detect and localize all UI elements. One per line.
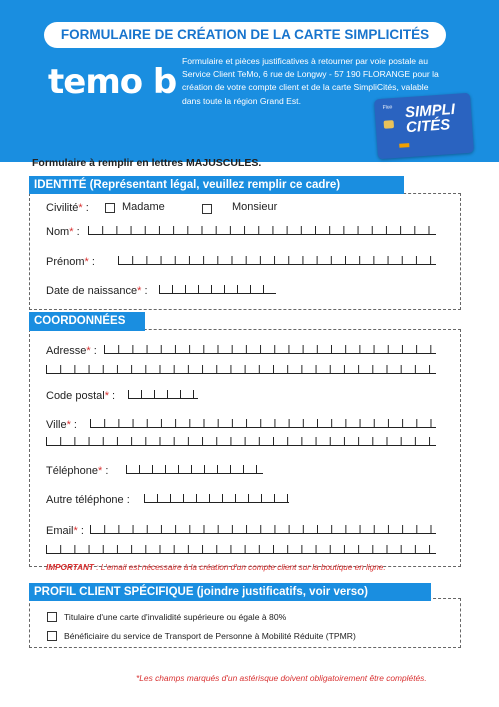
card-chip-icon [384,120,395,129]
tpmr-label: Bénéficiaire du service de Transport de Personne à Mobilité Réduite (TPMR) [64,631,356,641]
madame-checkbox[interactable] [105,203,115,213]
adresse-field-line-2[interactable] [46,365,436,374]
madame-label: Madame [122,201,165,213]
coordonnees-heading: COORDONNÉES [29,312,145,331]
ville-label: Ville* : [46,419,77,431]
email-important-note: IMPORTANT : L'email est nécessaire à la création d'un compte client sur la boutique en ligne. [46,563,386,572]
card-brand-logo: Fluo [382,104,393,111]
intro-text: Formulaire et pièces justificatives à retourner par voie postale au Service Client TeMo, 6 rue de Longwy - 57 190 FLORANGE pour la création de votre compte client et de la carte SimpliCités, valable dans toute la région Grand Est. [182,56,439,106]
autre-telephone-label: Autre téléphone : [46,494,130,506]
card-stripe [399,143,409,148]
naissance-label: Date de naissance* : [46,285,148,297]
monsieur-checkbox[interactable] [202,204,212,214]
prenom-field[interactable] [118,256,436,265]
uppercase-instruction: Formulaire à remplir en lettres MAJUSCULES. [32,157,262,169]
email-label: Email* : [46,525,84,537]
tpmr-checkbox[interactable] [47,631,57,641]
identite-heading: IDENTITÉ (Représentant légal, veuillez remplir ce cadre) [29,176,404,194]
prenom-label: Prénom* : [46,256,95,268]
profil-heading: PROFIL CLIENT SPÉCIFIQUE (joindre justificatifs, voir verso) [29,583,431,601]
invalidite-label: Titulaire d'une carte d'invalidité supérieure ou égale à 80% [64,612,287,622]
email-field-line-2[interactable] [46,545,436,554]
adresse-field-line-1[interactable] [104,345,436,354]
ville-field-line-2[interactable] [46,437,436,446]
form-title: FORMULAIRE DE CRÉATION DE LA CARTE SIMPLICITÉS [60,27,430,42]
invalidite-checkbox[interactable] [47,612,57,622]
ville-field-line-1[interactable] [90,419,436,428]
code-postal-field[interactable] [128,390,198,399]
autre-telephone-field[interactable] [144,494,289,503]
simplicites-card-image [374,93,474,160]
monsieur-label: Monsieur [232,201,278,213]
adresse-label: Adresse* : [46,345,97,357]
card-label: SIMPLI CITÉS [404,100,456,137]
date-naissance-field[interactable] [159,285,276,294]
nom-label: Nom* : [46,226,80,238]
civilite-label: Civilité* : [46,202,89,214]
temo-logo: temo b [48,62,177,102]
nom-field[interactable] [88,226,436,235]
email-field-line-1[interactable] [90,525,436,534]
telephone-label: Téléphone* : [46,465,109,477]
code-postal-label: Code postal* : [46,390,116,402]
required-fields-footnote: *Les champs marqués d'un astérisque doivent obligatoirement être complétés. [136,673,427,683]
telephone-field[interactable] [126,465,263,474]
title-pill [44,22,446,48]
